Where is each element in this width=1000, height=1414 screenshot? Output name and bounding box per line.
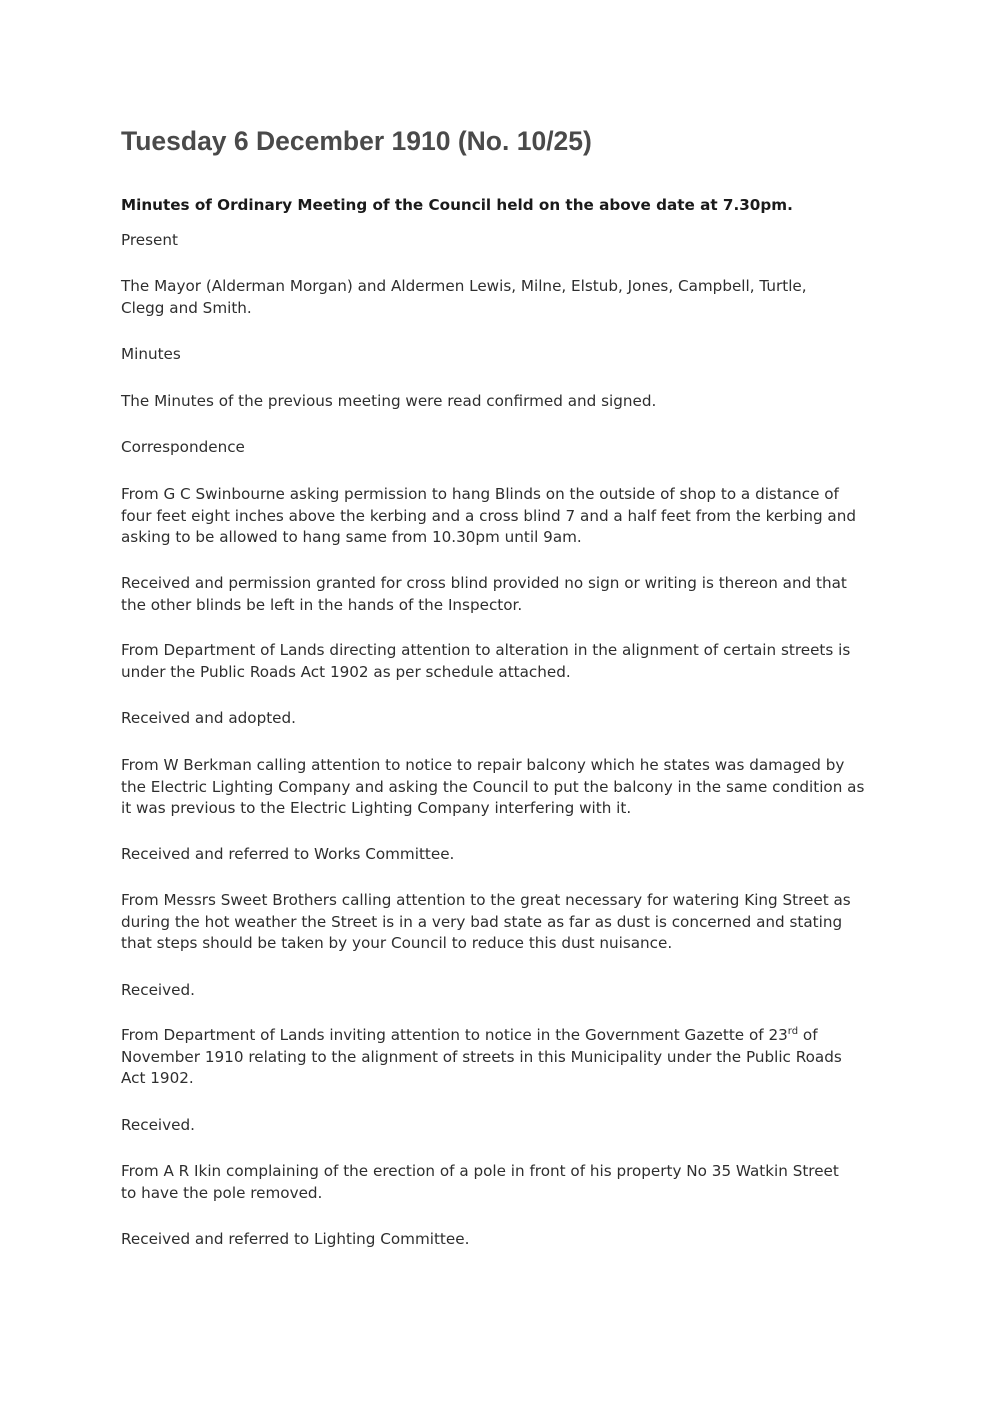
page-title: Tuesday 6 December 1910 (No. 10/25) — [121, 126, 592, 156]
correspondence-item — [121, 1025, 891, 1090]
paragraph-line: From W Berkman calling attention to notice to repair balcony which he states was damaged by — [121, 756, 845, 774]
paragraph-line: that steps should be taken by your Council to reduce this dust nuisance. — [121, 934, 673, 952]
resolution-item — [121, 573, 891, 616]
paragraph-line: during the hot weather the Street is in a very bad state as far as dust is concerned and stating — [121, 912, 843, 931]
ordinal-suffix: rd — [787, 1026, 799, 1037]
resolution-item — [121, 708, 891, 730]
paragraph-line: Act 1902. — [121, 1069, 194, 1087]
present-paragraph — [121, 276, 891, 319]
line-text: of — [798, 1026, 818, 1044]
paragraph-line: From G C Swinbourne asking permission to hang Blinds on the outside of shop to a distance of — [121, 485, 839, 503]
paragraph-line — [121, 1025, 891, 1047]
paragraph-line: Received. — [121, 1116, 195, 1134]
resolution-item — [121, 1229, 891, 1251]
paragraph-line: From A R Ikin complaining of the erection of a pole in front of his property No 35 Watkin Street — [121, 1162, 839, 1180]
paragraph-line: Clegg and Smith. — [121, 298, 252, 317]
paragraph-line: four feet eight inches above the kerbing and a cross blind 7 and a half feet from the kerbing and — [121, 506, 856, 525]
correspondence-item — [121, 755, 891, 820]
paragraph-line: Received and permission granted for cross blind provided no sign or writing is thereon and that — [121, 574, 847, 592]
paragraph-line: From Department of Lands directing attention to alteration in the alignment of certain streets is — [121, 641, 851, 659]
paragraph-line: Received and adopted. — [121, 709, 296, 727]
paragraph-line: the other blinds be left in the hands of the Inspector. — [121, 595, 523, 614]
resolution-item — [121, 844, 891, 866]
present-heading: Present — [121, 231, 178, 249]
paragraph-line: to have the pole removed. — [121, 1183, 323, 1202]
minutes-paragraph — [121, 391, 891, 413]
paragraph-line: The Mayor (Alderman Morgan) and Aldermen Lewis, Milne, Elstub, Jones, Campbell, Turtle, — [121, 277, 807, 295]
paragraph-line: asking to be allowed to hang same from 10.30pm until 9am. — [121, 528, 582, 546]
correspondence-item — [121, 484, 891, 549]
paragraph-line: Received and referred to Works Committee. — [121, 845, 455, 863]
resolution-item — [121, 980, 891, 1002]
meeting-subtitle: Minutes of Ordinary Meeting of the Council held on the above date at 7.30pm. — [121, 196, 793, 214]
paragraph-line: it was previous to the Electric Lighting Company interfering with it. — [121, 799, 632, 817]
resolution-item — [121, 1115, 891, 1137]
paragraph-line: the Electric Lighting Company and asking the Council to put the balcony in the same condition as — [121, 777, 865, 796]
correspondence-item — [121, 890, 891, 955]
paragraph-line: From Messrs Sweet Brothers calling attention to the great necessary for watering King Street as — [121, 891, 851, 909]
paragraph-line: Received. — [121, 981, 195, 999]
paragraph-line: Received and referred to Lighting Committee. — [121, 1230, 470, 1248]
paragraph-line: under the Public Roads Act 1902 as per schedule attached. — [121, 662, 571, 681]
correspondence-heading: Correspondence — [121, 438, 245, 456]
line-text: From Department of Lands inviting attention to notice in the Government Gazette of 23 — [121, 1026, 788, 1044]
correspondence-item — [121, 640, 891, 683]
correspondence-item — [121, 1161, 891, 1204]
minutes-heading: Minutes — [121, 345, 181, 363]
paragraph-line: November 1910 relating to the alignment of streets in this Municipality under the Public Roads — [121, 1047, 842, 1066]
paragraph-line: The Minutes of the previous meeting were read confirmed and signed. — [121, 392, 657, 410]
